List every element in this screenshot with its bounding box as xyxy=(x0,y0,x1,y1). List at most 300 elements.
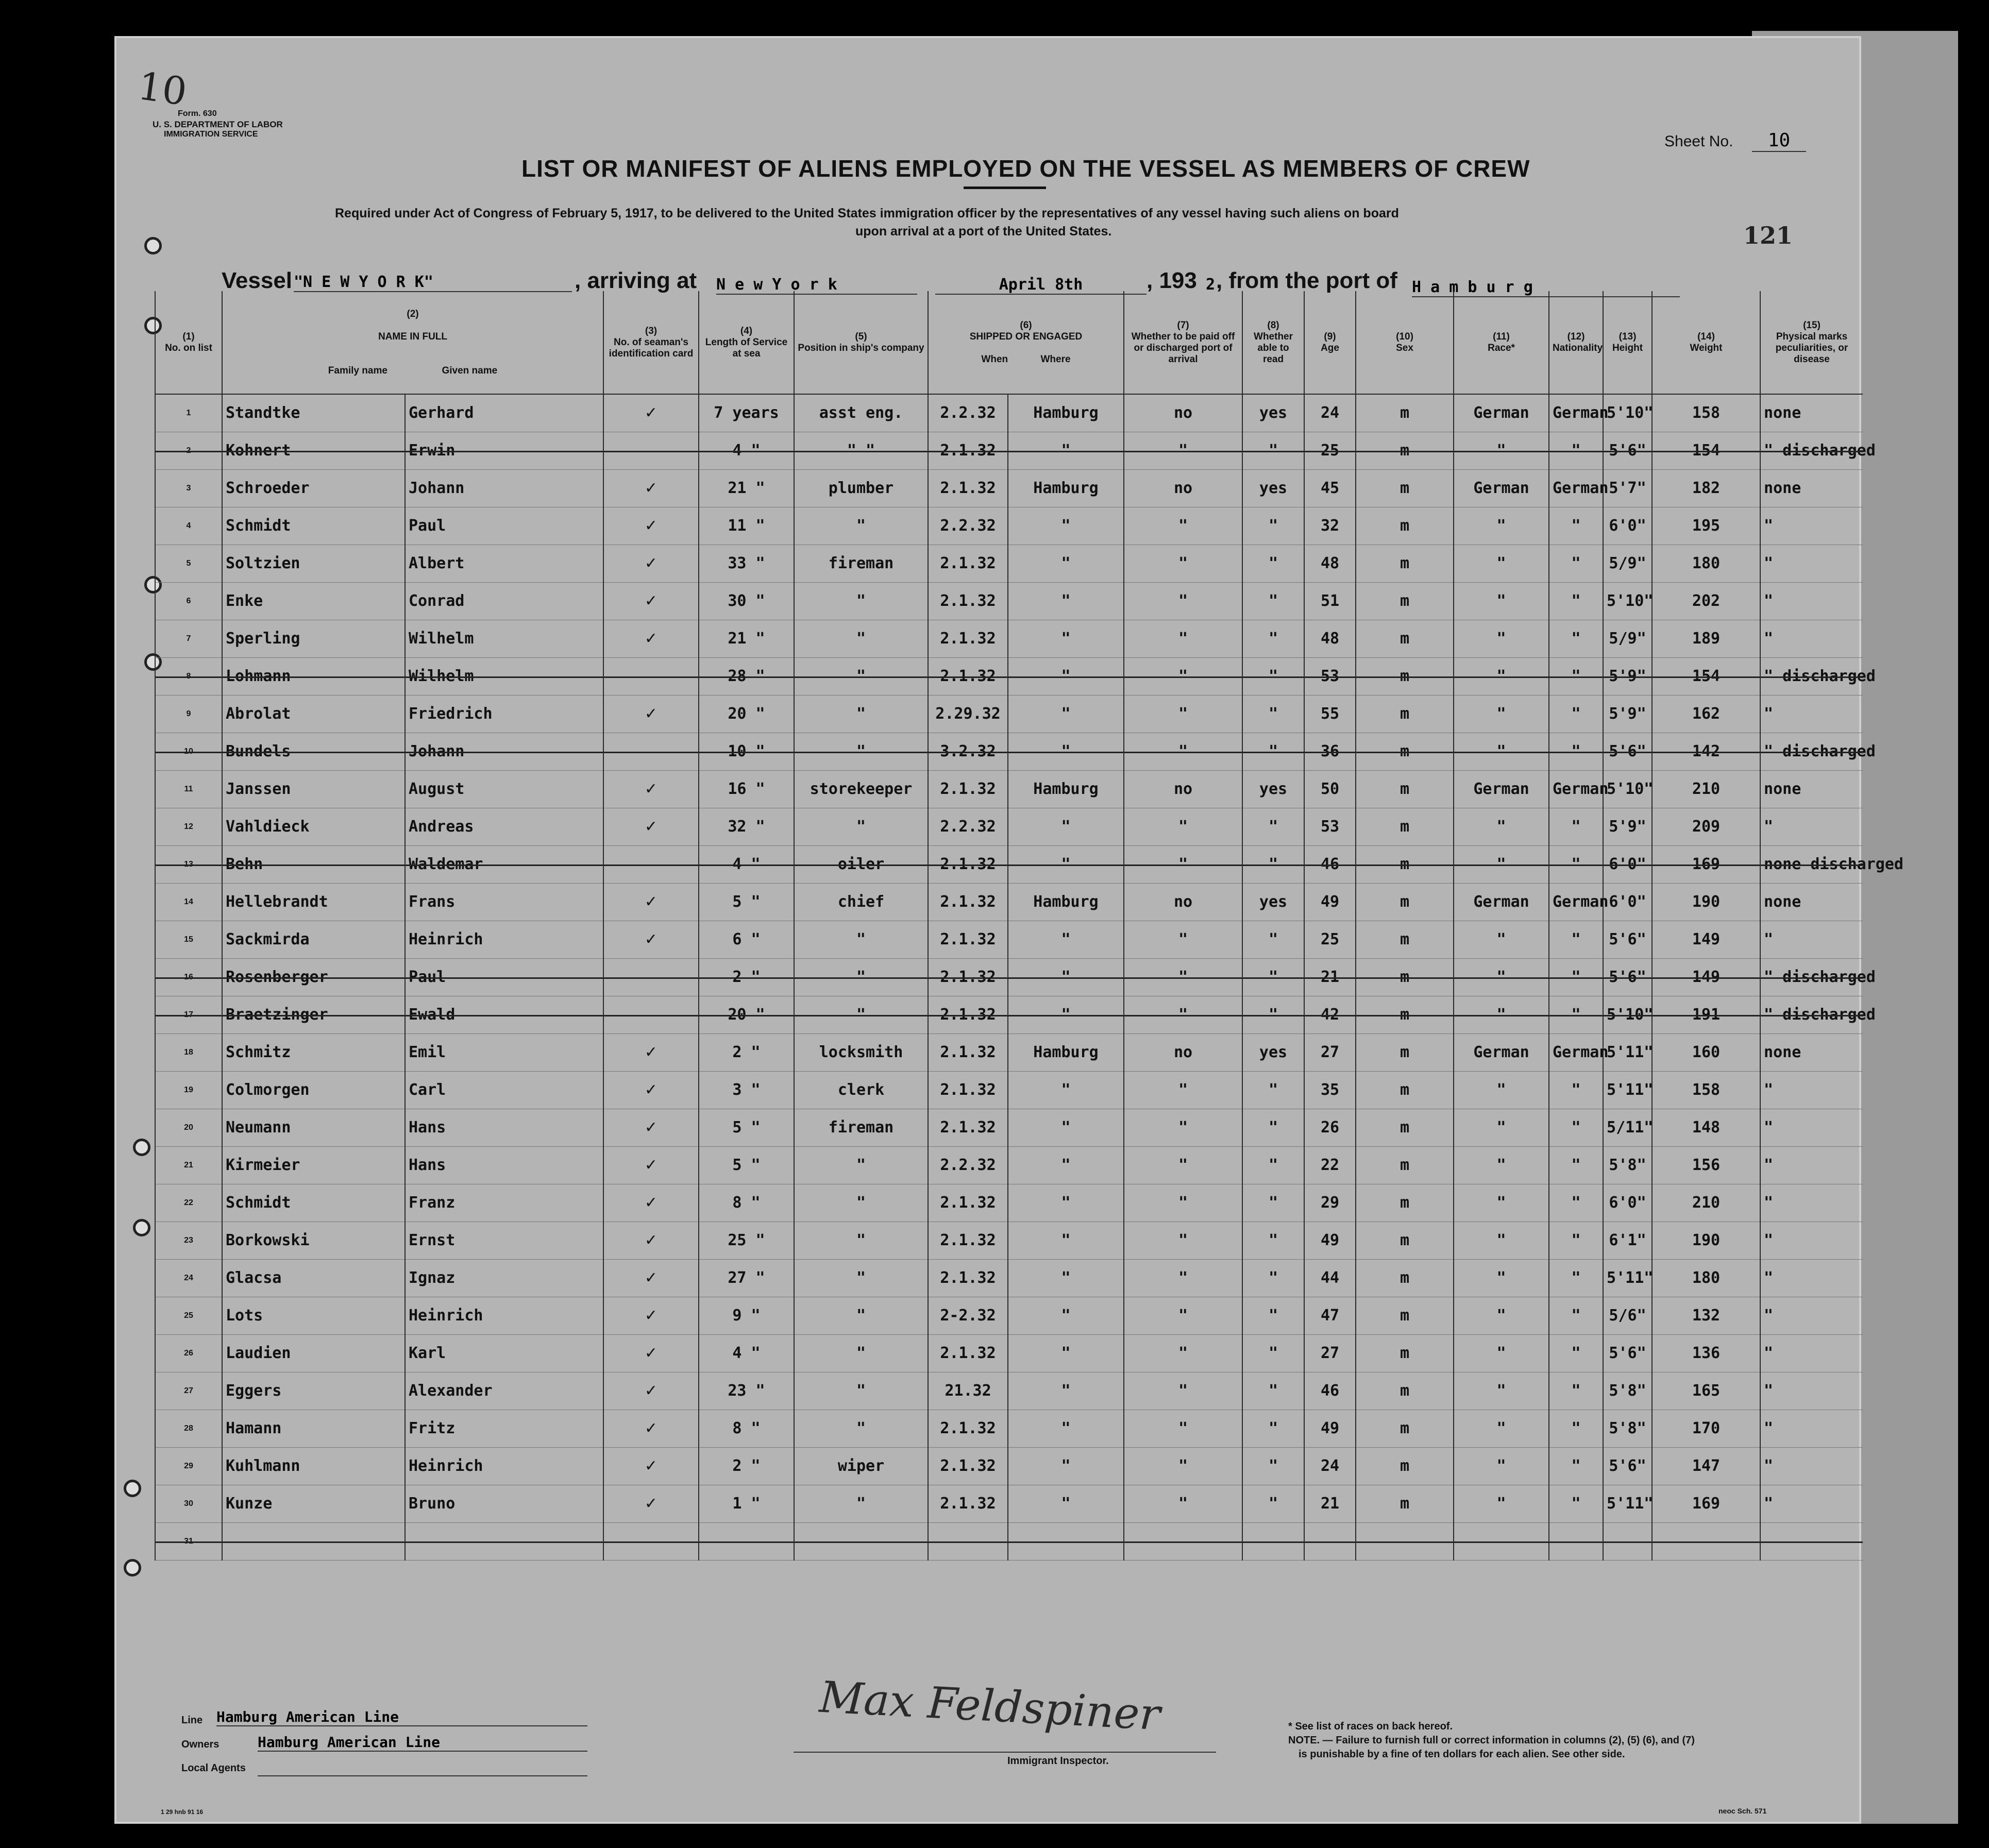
service-length: 3 " xyxy=(699,1071,794,1109)
family-name: Braetzinger xyxy=(222,996,405,1033)
sex: m xyxy=(1356,432,1454,469)
position: fireman xyxy=(794,1109,928,1146)
race: " xyxy=(1454,808,1549,845)
service-length: 28 " xyxy=(699,657,794,695)
service-length: 30 " xyxy=(699,582,794,620)
position: " xyxy=(794,733,928,770)
punch-hole xyxy=(133,1139,150,1156)
inspector-signature: Max Feldspiner xyxy=(818,1671,1162,1740)
position: oiler xyxy=(794,845,928,883)
given-name: Ignaz xyxy=(405,1259,603,1297)
shipped-when: 2.1.32 xyxy=(928,958,1008,996)
able-to-read: " xyxy=(1242,808,1304,845)
nationality: " xyxy=(1549,695,1603,733)
service-length xyxy=(699,1522,794,1560)
physical-marks: " discharged xyxy=(1760,733,1863,770)
punch-hole xyxy=(124,1480,141,1497)
service-length: 11 " xyxy=(699,507,794,545)
signature-line xyxy=(794,1752,1216,1753)
age: 22 xyxy=(1304,1146,1356,1184)
family-name: Kuhlmann xyxy=(222,1447,405,1485)
age: 36 xyxy=(1304,733,1356,770)
shipped-when: 2-2.32 xyxy=(928,1297,1008,1334)
weight: 190 xyxy=(1652,1222,1760,1259)
departure-port: H a m b u r g xyxy=(1412,278,1680,297)
sex: m xyxy=(1356,1184,1454,1222)
crew-row xyxy=(155,1109,1863,1146)
id-card-check: ✓ xyxy=(603,1033,699,1071)
given-name: Heinrich xyxy=(405,921,603,958)
race: " xyxy=(1454,1410,1549,1447)
age: 46 xyxy=(1304,845,1356,883)
sex: m xyxy=(1356,582,1454,620)
able-to-read: " xyxy=(1242,1146,1304,1184)
row-number: 18 xyxy=(155,1033,222,1071)
able-to-read: " xyxy=(1242,582,1304,620)
sex: m xyxy=(1356,921,1454,958)
weight: 148 xyxy=(1652,1109,1760,1146)
position: " xyxy=(794,958,928,996)
id-card-check xyxy=(603,432,699,469)
race: " xyxy=(1454,545,1549,582)
race: " xyxy=(1454,1372,1549,1410)
height: 5/9" xyxy=(1603,620,1652,657)
shipped-where: Hamburg xyxy=(1008,394,1124,432)
id-card-check: ✓ xyxy=(603,695,699,733)
sex: m xyxy=(1356,507,1454,545)
weight: 210 xyxy=(1652,770,1760,808)
service-length: 10 " xyxy=(699,733,794,770)
given-name: Ewald xyxy=(405,996,603,1033)
able-to-read: " xyxy=(1242,1297,1304,1334)
race: " xyxy=(1454,1259,1549,1297)
shipped-where: " xyxy=(1008,1334,1124,1372)
shipped-where: " xyxy=(1008,1222,1124,1259)
sex: m xyxy=(1356,545,1454,582)
nationality: " xyxy=(1549,1297,1603,1334)
position: " xyxy=(794,1410,928,1447)
given-name: Carl xyxy=(405,1071,603,1109)
service-length: 7 years xyxy=(699,394,794,432)
weight: 170 xyxy=(1652,1410,1760,1447)
physical-marks xyxy=(1760,1522,1863,1560)
paid-off: " xyxy=(1124,958,1242,996)
able-to-read: " xyxy=(1242,1259,1304,1297)
id-card-check: ✓ xyxy=(603,1297,699,1334)
row-number: 12 xyxy=(155,808,222,845)
age: 24 xyxy=(1304,394,1356,432)
weight: 162 xyxy=(1652,695,1760,733)
height: 5'10" xyxy=(1603,996,1652,1033)
shipped-when: 2.2.32 xyxy=(928,808,1008,845)
physical-marks: " discharged xyxy=(1760,657,1863,695)
sex: m xyxy=(1356,770,1454,808)
id-card-check xyxy=(603,958,699,996)
family-name: Borkowski xyxy=(222,1222,405,1259)
shipped-where: " xyxy=(1008,1410,1124,1447)
row-number: 20 xyxy=(155,1109,222,1146)
given-name: Heinrich xyxy=(405,1297,603,1334)
shipped-when xyxy=(928,1522,1008,1560)
shipped-where: " xyxy=(1008,507,1124,545)
form-code: neoc Sch. 571 xyxy=(1718,1807,1767,1815)
paid-off: " xyxy=(1124,1071,1242,1109)
paid-off: no xyxy=(1124,883,1242,921)
able-to-read: " xyxy=(1242,733,1304,770)
crew-row xyxy=(155,657,1863,695)
race: " xyxy=(1454,1222,1549,1259)
nationality: " xyxy=(1549,1334,1603,1372)
paid-off: no xyxy=(1124,1033,1242,1071)
family-name: Schmidt xyxy=(222,1184,405,1222)
row-number: 29 xyxy=(155,1447,222,1485)
given-name: Waldemar xyxy=(405,845,603,883)
given-name: Albert xyxy=(405,545,603,582)
able-to-read: " xyxy=(1242,1410,1304,1447)
crew-row xyxy=(155,394,1863,432)
shipped-when: 2.1.32 xyxy=(928,845,1008,883)
nationality: " xyxy=(1549,582,1603,620)
family-name: Kunze xyxy=(222,1485,405,1522)
weight: 169 xyxy=(1652,845,1760,883)
crew-row xyxy=(155,808,1863,845)
physical-marks: " xyxy=(1760,808,1863,845)
id-card-check: ✓ xyxy=(603,883,699,921)
race: " xyxy=(1454,996,1549,1033)
id-card-check: ✓ xyxy=(603,507,699,545)
row-number: 19 xyxy=(155,1071,222,1109)
given-name xyxy=(405,1522,603,1560)
height: 5'8" xyxy=(1603,1410,1652,1447)
service-length: 2 " xyxy=(699,958,794,996)
paid-off: " xyxy=(1124,507,1242,545)
age: 27 xyxy=(1304,1033,1356,1071)
weight: 202 xyxy=(1652,582,1760,620)
crew-row xyxy=(155,507,1863,545)
crew-row xyxy=(155,1334,1863,1372)
sex: m xyxy=(1356,657,1454,695)
age: 55 xyxy=(1304,695,1356,733)
line-value: Hamburg American Line xyxy=(216,1708,587,1726)
race: " xyxy=(1454,733,1549,770)
vessel-label: Vessel xyxy=(222,268,293,293)
physical-marks: " discharged xyxy=(1760,432,1863,469)
race: " xyxy=(1454,1146,1549,1184)
height: 5'10" xyxy=(1603,770,1652,808)
col-header-shipped: (6) SHIPPED OR ENGAGED When Where xyxy=(928,291,1124,394)
col-header-paid-off: (7) Whether to be paid off or discharged port of arrival xyxy=(1124,291,1242,394)
able-to-read: " xyxy=(1242,921,1304,958)
nationality: " xyxy=(1549,620,1603,657)
age: 51 xyxy=(1304,582,1356,620)
service-length: 21 " xyxy=(699,620,794,657)
weight: 190 xyxy=(1652,883,1760,921)
paid-off: " xyxy=(1124,1146,1242,1184)
punch-hole xyxy=(124,1559,141,1576)
paid-off: " xyxy=(1124,845,1242,883)
family-name: Lots xyxy=(222,1297,405,1334)
crew-row xyxy=(155,582,1863,620)
row-number: 13 xyxy=(155,845,222,883)
crew-row xyxy=(155,1222,1863,1259)
paid-off: " xyxy=(1124,695,1242,733)
height: 5'6" xyxy=(1603,733,1652,770)
weight: 191 xyxy=(1652,996,1760,1033)
physical-marks: " discharged xyxy=(1760,996,1863,1033)
paid-off: no xyxy=(1124,469,1242,507)
physical-marks: " xyxy=(1760,1259,1863,1297)
able-to-read: yes xyxy=(1242,883,1304,921)
family-name: Vahldieck xyxy=(222,808,405,845)
family-name: Colmorgen xyxy=(222,1071,405,1109)
position: storekeeper xyxy=(794,770,928,808)
row-number: 2 xyxy=(155,432,222,469)
physical-marks: " discharged xyxy=(1760,958,1863,996)
service-length: 4 " xyxy=(699,1334,794,1372)
nationality: " xyxy=(1549,1372,1603,1410)
age xyxy=(1304,1522,1356,1560)
sex: m xyxy=(1356,958,1454,996)
age: 46 xyxy=(1304,1372,1356,1410)
height: 5'6" xyxy=(1603,921,1652,958)
service-length: 8 " xyxy=(699,1184,794,1222)
height: 6'0" xyxy=(1603,845,1652,883)
id-card-check xyxy=(603,733,699,770)
age: 49 xyxy=(1304,1410,1356,1447)
weight: 180 xyxy=(1652,1259,1760,1297)
row-number: 16 xyxy=(155,958,222,996)
age: 27 xyxy=(1304,1334,1356,1372)
able-to-read: " xyxy=(1242,1485,1304,1522)
inspector-label: Immigrant Inspector. xyxy=(1007,1755,1109,1767)
col-header-read: (8) Whether able to read xyxy=(1242,291,1304,394)
race: " xyxy=(1454,1447,1549,1485)
given-name: Frans xyxy=(405,883,603,921)
physical-marks: " xyxy=(1760,582,1863,620)
given-name: Andreas xyxy=(405,808,603,845)
row-number: 17 xyxy=(155,996,222,1033)
paid-off: " xyxy=(1124,1485,1242,1522)
weight: 149 xyxy=(1652,921,1760,958)
shipped-where: " xyxy=(1008,808,1124,845)
paid-off: " xyxy=(1124,1334,1242,1372)
shipped-when: 2.2.32 xyxy=(928,507,1008,545)
age: 21 xyxy=(1304,1485,1356,1522)
id-card-check xyxy=(603,1522,699,1560)
crew-row xyxy=(155,1071,1863,1109)
service-length: 33 " xyxy=(699,545,794,582)
position: chief xyxy=(794,883,928,921)
shipped-where: " xyxy=(1008,1447,1124,1485)
shipped-where: " xyxy=(1008,695,1124,733)
nationality: " xyxy=(1549,845,1603,883)
given-name: Heinrich xyxy=(405,1447,603,1485)
id-card-check: ✓ xyxy=(603,1109,699,1146)
sex: m xyxy=(1356,394,1454,432)
position: " xyxy=(794,657,928,695)
physical-marks: " xyxy=(1760,1372,1863,1410)
weight: 158 xyxy=(1652,1071,1760,1109)
shipped-where: Hamburg xyxy=(1008,469,1124,507)
id-card-check: ✓ xyxy=(603,1184,699,1222)
id-card-check: ✓ xyxy=(603,808,699,845)
nationality: " xyxy=(1549,733,1603,770)
shipped-where: " xyxy=(1008,733,1124,770)
sex xyxy=(1356,1522,1454,1560)
local-agents-value xyxy=(258,1760,587,1776)
race: German xyxy=(1454,469,1549,507)
crew-row xyxy=(155,620,1863,657)
able-to-read: " xyxy=(1242,1222,1304,1259)
nationality: " xyxy=(1549,1447,1603,1485)
shipped-where: " xyxy=(1008,921,1124,958)
year-digit: 2 xyxy=(1206,276,1216,294)
given-name: Emil xyxy=(405,1033,603,1071)
shipped-where: " xyxy=(1008,545,1124,582)
given-name: Wilhelm xyxy=(405,657,603,695)
able-to-read: yes xyxy=(1242,469,1304,507)
shipped-when: 2.1.32 xyxy=(928,921,1008,958)
crew-row xyxy=(155,432,1863,469)
shipped-when: 2.1.32 xyxy=(928,1033,1008,1071)
nationality: " xyxy=(1549,657,1603,695)
race: " xyxy=(1454,1485,1549,1522)
age: 48 xyxy=(1304,620,1356,657)
age: 53 xyxy=(1304,808,1356,845)
shipped-when: 2.1.32 xyxy=(928,657,1008,695)
crew-row xyxy=(155,1410,1863,1447)
family-name: Kirmeier xyxy=(222,1146,405,1184)
sex: m xyxy=(1356,1334,1454,1372)
height: 6'0" xyxy=(1603,883,1652,921)
age: 25 xyxy=(1304,432,1356,469)
race: " xyxy=(1454,582,1549,620)
physical-marks: " xyxy=(1760,507,1863,545)
given-name: Bruno xyxy=(405,1485,603,1522)
able-to-read: " xyxy=(1242,1447,1304,1485)
paid-off: " xyxy=(1124,1297,1242,1334)
service-length: 23 " xyxy=(699,1372,794,1410)
physical-marks: " xyxy=(1760,1297,1863,1334)
physical-marks: " xyxy=(1760,1071,1863,1109)
sex: m xyxy=(1356,996,1454,1033)
paid-off: " xyxy=(1124,921,1242,958)
manifest-subtitle-2: upon arrival at a port of the United States. xyxy=(855,224,1112,239)
nationality: " xyxy=(1549,1184,1603,1222)
col-header-no: (1) No. on list xyxy=(155,291,222,394)
nationality: " xyxy=(1549,545,1603,582)
physical-marks: none xyxy=(1760,469,1863,507)
sex: m xyxy=(1356,620,1454,657)
id-card-check: ✓ xyxy=(603,545,699,582)
position: " xyxy=(794,507,928,545)
family-name: Schmitz xyxy=(222,1033,405,1071)
family-name xyxy=(222,1522,405,1560)
physical-marks: " xyxy=(1760,1222,1863,1259)
race: German xyxy=(1454,394,1549,432)
handwritten-sheet-number: 10 xyxy=(135,63,190,115)
nationality: German xyxy=(1549,469,1603,507)
shipped-when: 2.1.32 xyxy=(928,1071,1008,1109)
crew-row xyxy=(155,921,1863,958)
department-name: U. S. DEPARTMENT OF LABOR xyxy=(153,120,283,129)
id-card-check: ✓ xyxy=(603,1071,699,1109)
id-card-check: ✓ xyxy=(603,921,699,958)
age: 53 xyxy=(1304,657,1356,695)
id-card-check: ✓ xyxy=(603,770,699,808)
family-name: Janssen xyxy=(222,770,405,808)
position: " xyxy=(794,1222,928,1259)
shipped-where: " xyxy=(1008,1372,1124,1410)
shipped-where: Hamburg xyxy=(1008,883,1124,921)
punch-hole xyxy=(133,1219,150,1236)
weight: 165 xyxy=(1652,1372,1760,1410)
nationality xyxy=(1549,1522,1603,1560)
position: " xyxy=(794,996,928,1033)
shipped-when: 2.1.32 xyxy=(928,1222,1008,1259)
sex: m xyxy=(1356,845,1454,883)
shipped-when: 2.1.32 xyxy=(928,1109,1008,1146)
weight: 180 xyxy=(1652,545,1760,582)
service-length: 20 " xyxy=(699,695,794,733)
shipped-where: Hamburg xyxy=(1008,1033,1124,1071)
title-underline xyxy=(964,187,1046,189)
family-name: Rosenberger xyxy=(222,958,405,996)
height: 6'0" xyxy=(1603,507,1652,545)
age: 47 xyxy=(1304,1297,1356,1334)
nationality: German xyxy=(1549,1033,1603,1071)
able-to-read: " xyxy=(1242,507,1304,545)
physical-marks: " xyxy=(1760,1109,1863,1146)
crew-row xyxy=(155,1184,1863,1222)
col-header-height: (13) Height xyxy=(1603,291,1652,394)
nationality: " xyxy=(1549,1222,1603,1259)
position: " xyxy=(794,582,928,620)
given-name: Fritz xyxy=(405,1410,603,1447)
age: 49 xyxy=(1304,1222,1356,1259)
col-header-marks: (15) Physical marks peculiarities, or disease xyxy=(1760,291,1863,394)
given-name: Conrad xyxy=(405,582,603,620)
weight: 182 xyxy=(1652,469,1760,507)
nationality: " xyxy=(1549,1146,1603,1184)
shipped-where: " xyxy=(1008,657,1124,695)
physical-marks: " xyxy=(1760,1485,1863,1522)
nationality: " xyxy=(1549,1071,1603,1109)
arrival-date: April 8th xyxy=(935,276,1147,295)
race: " xyxy=(1454,1184,1549,1222)
shipped-when: 2.1.32 xyxy=(928,1259,1008,1297)
crew-row xyxy=(155,545,1863,582)
weight: 136 xyxy=(1652,1334,1760,1372)
shipped-where: Hamburg xyxy=(1008,770,1124,808)
given-name: Wilhelm xyxy=(405,620,603,657)
height: 5'9" xyxy=(1603,657,1652,695)
shipped-when: 2.1.32 xyxy=(928,620,1008,657)
col-header-id-card: (3) No. of seaman's identification card xyxy=(603,291,699,394)
shipped-when: 2.1.32 xyxy=(928,883,1008,921)
paid-off: " xyxy=(1124,657,1242,695)
family-name: Schroeder xyxy=(222,469,405,507)
able-to-read: yes xyxy=(1242,1033,1304,1071)
form-number: Form. 630 xyxy=(178,109,217,118)
id-card-check: ✓ xyxy=(603,582,699,620)
position: plumber xyxy=(794,469,928,507)
arrival-port: N e w Y o r k xyxy=(716,276,917,295)
position: " xyxy=(794,695,928,733)
id-card-check: ✓ xyxy=(603,1447,699,1485)
col-header-service: (4) Length of Service at sea xyxy=(699,291,794,394)
id-card-check xyxy=(603,657,699,695)
